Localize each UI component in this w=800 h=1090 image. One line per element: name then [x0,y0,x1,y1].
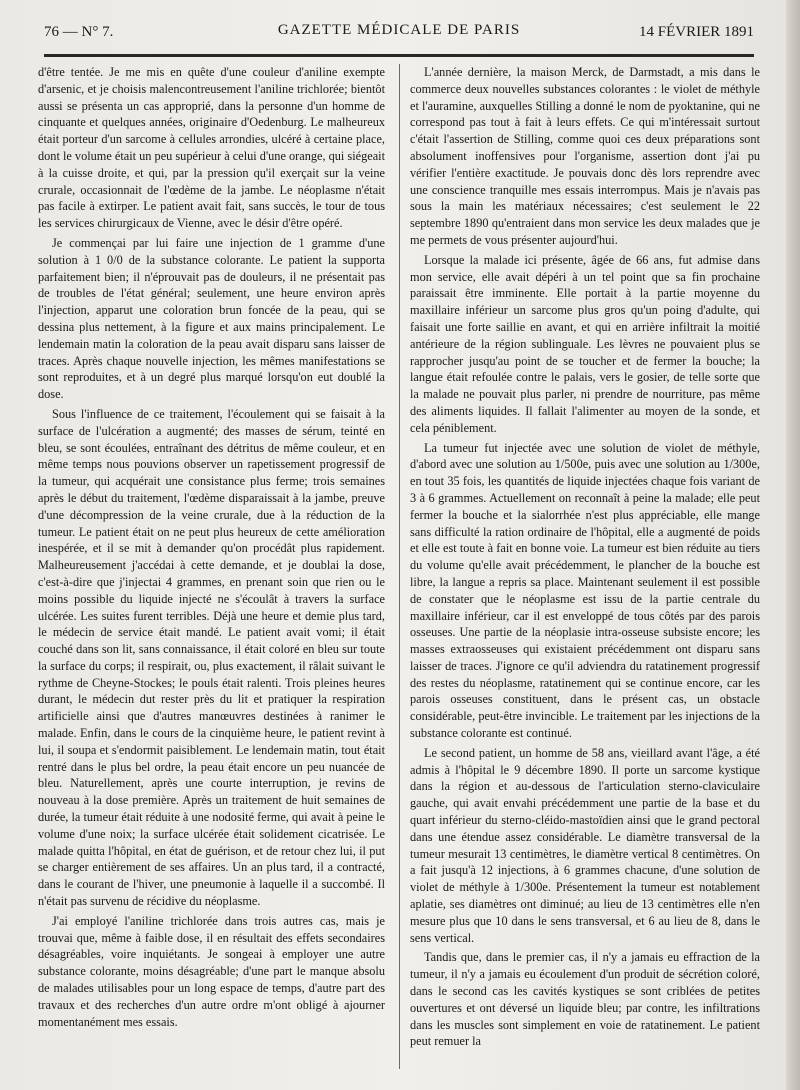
journal-title: GAZETTE MÉDICALE DE PARIS [277,22,521,38]
right-column [410,64,760,1076]
issue-date: 14 FÉVRIER 1891 [638,24,754,40]
page-edge [786,0,800,1090]
paragraph: La tumeur fut injectée avec une solution de violet de méthyle, d'abord avec une solution au 1/500e, puis avec une solution au 1/300e, en tout 35 fois, les quantités de liquide injectées chaque fois variant de 3 à 6 grammes. Actuellement on reconnaît à peine la malade; elle peut fermer la bouche et la sialorrhée n'est plus appréciable, elle mange sans difficulté la ration ordinaire de l'hôpital, elle a augmenté de poids et elle est toute à fait en bonne voie. La tumeur est bien réduite au tiers du volume qu'elle avait précédemment, le plancher de la bouche est libre, la langue a repris sa place. Maintenant seulement il est possible de constater que le néoplasme est issu de la partie centrale du maxillaire inférieur, car il est enveloppé de tous côtés par des parois osseuses. Une partie de la néoplasie intra-osseuse subsiste encore; les masses extraosseuses qui existaient précédemment ont disparu sans laisser de traces. J'ignore ce qu'il adviendra du ratatinement progressif des restes du néoplasme, ratatinement qui se continue encore, car les parois osseuses constituent, dans le présent cas, un obstacle considérable, peut-être invincible. Le traitement par les injections de la substance colorante est continué. [410,440,760,741]
paragraph: Tandis que, dans le premier cas, il n'y a jamais eu effraction de la tumeur, il n'y a jamais eu écoulement d'un produit de sécrétion coloré, dans le second cas les cavités kystiques se sont criblées de petites ouvertures et ont déversé un liquide bleu; par contre, les infiltrations dans les muscles sont simplement en voie de ratatinement. Le patient peut remuer la [410,950,760,1049]
paragraph: J'ai employé l'aniline trichlorée dans trois autres cas, mais je trouvai que, même à faible dose, il en résultait des effets secondaires désagréables, voire inquiétants. Je songeai à employer une autre substance colorante, moins désagréable; d'une part le manque absolu de malades utilisables pour un long espace de temps, d'autre part des travaux et des recherches d'un autre ordre m'ont obligé à ajourner momentanément mes essais. [38,913,385,1029]
running-header [44,22,754,44]
paragraph: Je commençai par lui faire une injection de 1 gramme d'une solution à 1 0/0 de la substance colorante. Le patient la supporta parfaitement bien; il n'éprouvait pas de douleurs, il ne présentait pas de troubles de l'état général; seulement, une heure environ après l'injection, apparut une coloration brun foncée de la peau, qui se dessina plus nettement, à la figure et aux mains principalement. Le lendemain matin la coloration de la peau avait disparu sans laisser de traces. Après chaque nouvelle injection, les mêmes manifestations se sont reproduites, et à un degré plus marqué lorsqu'on eut doublé la dose. [38,235,385,402]
paragraph: Le second patient, un homme de 58 ans, vieillard avant l'âge, a été admis à l'hôpital le 9 décembre 1890. Il porte un sarcome kystique dans la région et au-dessous de l'articulation sterno-claviculaire gauche, qui avait envahi précédemment une partie de la base et du quart inférieur du sterno-cléido-mastoïdien ainsi que le grand pectoral dans une étendue assez considérable. Le diamètre transversal de la tumeur mesurait 13 centimètres, le diamètre vertical 8 centimètres. On a fait jusqu'à 12 injections, à 6 grammes chacune, d'une solution de violet de méthyle à 1/300e. Présentement la tumeur est notablement aplatie, ses diamètres ont diminué; au lieu de 13 centimètres elle n'en mesure plus que 10 dans le sens transversal, et 6 au lieu de 8, dans le sens vertical. [410,745,760,945]
left-column [38,64,385,1076]
header-rule [44,54,754,57]
paragraph: d'être tentée. Je me mis en quête d'une couleur d'aniline exempte d'arsenic, et je choisis malencontreusement l'aniline trichlorée; bientôt aussi se présenta un cas approprié, dans la personne d'un homme de cinquante et quelques années, originaire d'Oedenburg. Le malheureux était porteur d'un sarcome à cellules arrondies, ulcéré à certaine place, dont le volume était un peu supérieur à celui d'une orange, qui siégeait à la cuisse droite, et qui, par la pression qu'il exerçait sur la veine crurale, occasionnait de l'œdème de la jambe. Le néoplasme n'était pas facile à extirper. Le patient avait fait, sans succès, le tour de tous les services chirurgicaux de Vienne, avec le désir d'être opéré. [38,65,385,231]
column-divider [399,64,400,1069]
paragraph: Lorsque la malade ici présente, âgée de 66 ans, fut admise dans mon service, elle avait dépéri à un tel point que sa fin prochaine paraissait être imminente. Elle portait à la partie moyenne du maxillaire inférieur un sarcome plus gros qu'un poing d'adulte, qui faisait une forte saillie en avant, et qui en arrière infiltrait la moitié antérieure de la région sublinguale. Les lèvres ne pouvaient plus se rapprocher jusqu'au point de se toucher et de fermer la bouche; la langue était refoulée contre le palais, vers le gosier, de telle sorte que la malade ne pouvait plus parler, ni prendre de nourriture, pas même des aliments liquides. Il fallait l'alimenter au moyen de la sonde, et cela péniblement. [410,252,760,435]
page-number: 76 — N° 7. [44,24,114,40]
paragraph: Sous l'influence de ce traitement, l'écoulement qui se faisait à la surface de l'ulcération a augmenté; des masses de sérum, teinté en bleu, se sont écoulées, entraînant des détritus de même couleur, et en même temps nous pouvions observer un rapetissement progressif de la tumeur, qui acquérait une consistance plus ferme; trois semaines après le début du traitement, l'œdème disparaissait à la jambe, preuve d'une décompression de la veine crurale, due à la réduction de la tumeur. Le patient était on ne peut plus heureux de cette amélioration inespérée, et il se mit à demander qu'on procédât plus rapidement. Malheureusement j'accédai à cette demande, et je doublai la dose, c'est-à-dire que j'injectai 4 grammes, en prenant soin que rien ou le moins possible du liquide injecté ne s'écoulât à travers la surface ulcérée. Les suites furent terribles. Déjà une heure et demie plus tard, le médecin de service était mandé. Le patient avait vomi; il était couché dans son lit, sans connaissance, il était coloré en bleu sur toute la surface du corps; il respirait, ou, plus exactement, il râlait suivant le rythme de Cheyne-Stockes; le pouls était ralenti. Trois pleines heures durant, le médecin dut rester près du lit et pratiquer la respiration artificielle ainsi que d'autres manœuvres destinées à ranimer le malade. Enfin, dans le cours de la cinquième heure, le patient revint à lui, il soupa et s'endormit paisiblement. Le lendemain matin, tout était rentré dans le plus bel ordre, la peau était encore un peu nuancée de bleu. Naturellement, après une courte interruption, je revins de nouveau à la dose première. Après un traitement de huit semaines de durée, la tumeur était réduite à une nodosité ferme, qui avait à peine le volume d'une noix; la surface ulcérée était solidement cicatrisée. Le malade quitta l'hôpital, en état de guérison, et de retour chez lui, il put se charger entièrement de ses affaires. Un an plus tard, il a contracté, dans le courant de l'hiver, une pneumonie à laquelle il a succombé. Il n'était pas survenu de récidive du néoplasme. [38,406,385,909]
paragraph: L'année dernière, la maison Merck, de Darmstadt, a mis dans le commerce deux nouvelles substances colorantes : le violet de méthyle et l'auramine, auxquelles Stilling a donné le nom de pyoktanine, qui ne correspond pas tout à fait à leurs effets. Ce qui m'intéressait surtout c'était l'assertion de Stilling, comme quoi ces deux préparations sont absolument inoffensives pour l'organisme, assertion dont j'ai pu vérifier l'entière exactitude. Je pouvais donc dès lors reprendre avec une conscience tranquille mes essais interrompus. Mais je n'avais pas sous la main les matériaux nécessaires; c'est seulement le 22 septembre 1890 qu'entraient dans mon service les deux malades que je me permets de vous présenter aujourd'hui. [410,65,760,247]
